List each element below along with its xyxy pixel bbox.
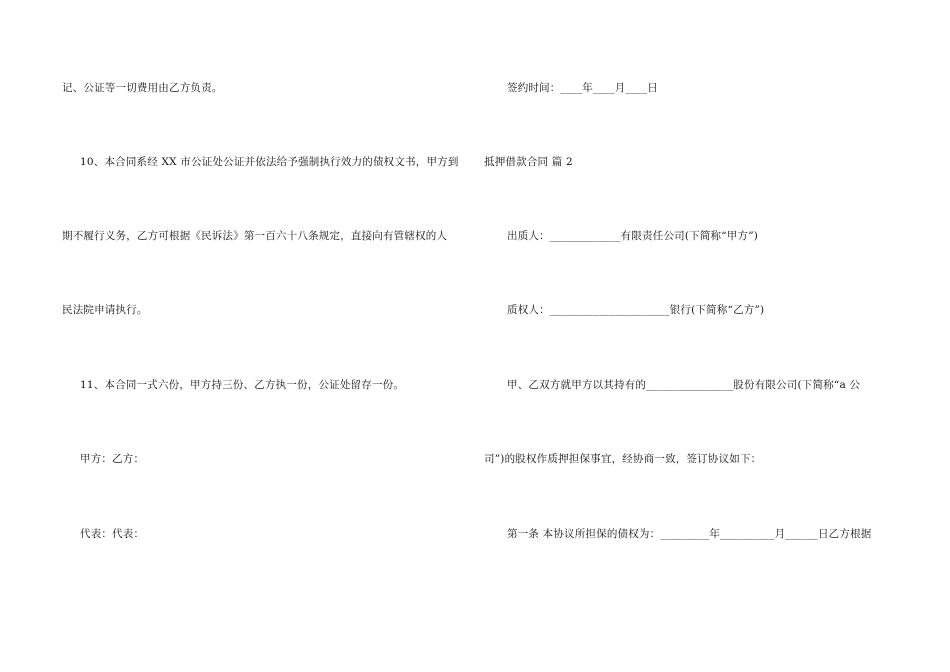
right-line-6: 司”)的股权作质押担保事宜，经协商一致，签订协议如下： [484, 453, 762, 465]
left-line-1: 记、公证等一切费用由乙方负责。 [62, 82, 223, 94]
left-line-6: 甲方：乙方： [80, 453, 145, 465]
left-line-3: 期不履行义务，乙方可根据《民诉法》第一百六十八条规定，直接向有管辖权的人 [62, 230, 448, 242]
right-line-3: 出质人：_____________有限责任公司(下简称“甲方”) [507, 230, 759, 242]
right-line-1: 签约时间：____年____月____日 [507, 82, 658, 94]
right-line-2: 抵押借款合同 篇 2 [484, 156, 573, 168]
left-line-4: 民法院申请执行。 [62, 304, 148, 316]
right-line-7: 第一条 本协议所担保的债权为：_________年__________月______日乙方根据 [507, 528, 872, 540]
right-line-4: 质权人：______________________银行(下简称“乙方”) [507, 304, 765, 316]
left-line-7: 代表：代表： [80, 528, 145, 540]
left-line-2: 10、本合同系经 XX 市公证处公证并依法给予强制执行效力的债权文书，甲方到 [80, 156, 459, 168]
right-line-5: 甲、乙双方就甲方以其持有的________________股份有限公司(下简称“a 公 [507, 379, 861, 391]
left-line-5: 11、本合同一式六份，甲方持三份、乙方执一份，公证处留存一份。 [80, 379, 405, 391]
